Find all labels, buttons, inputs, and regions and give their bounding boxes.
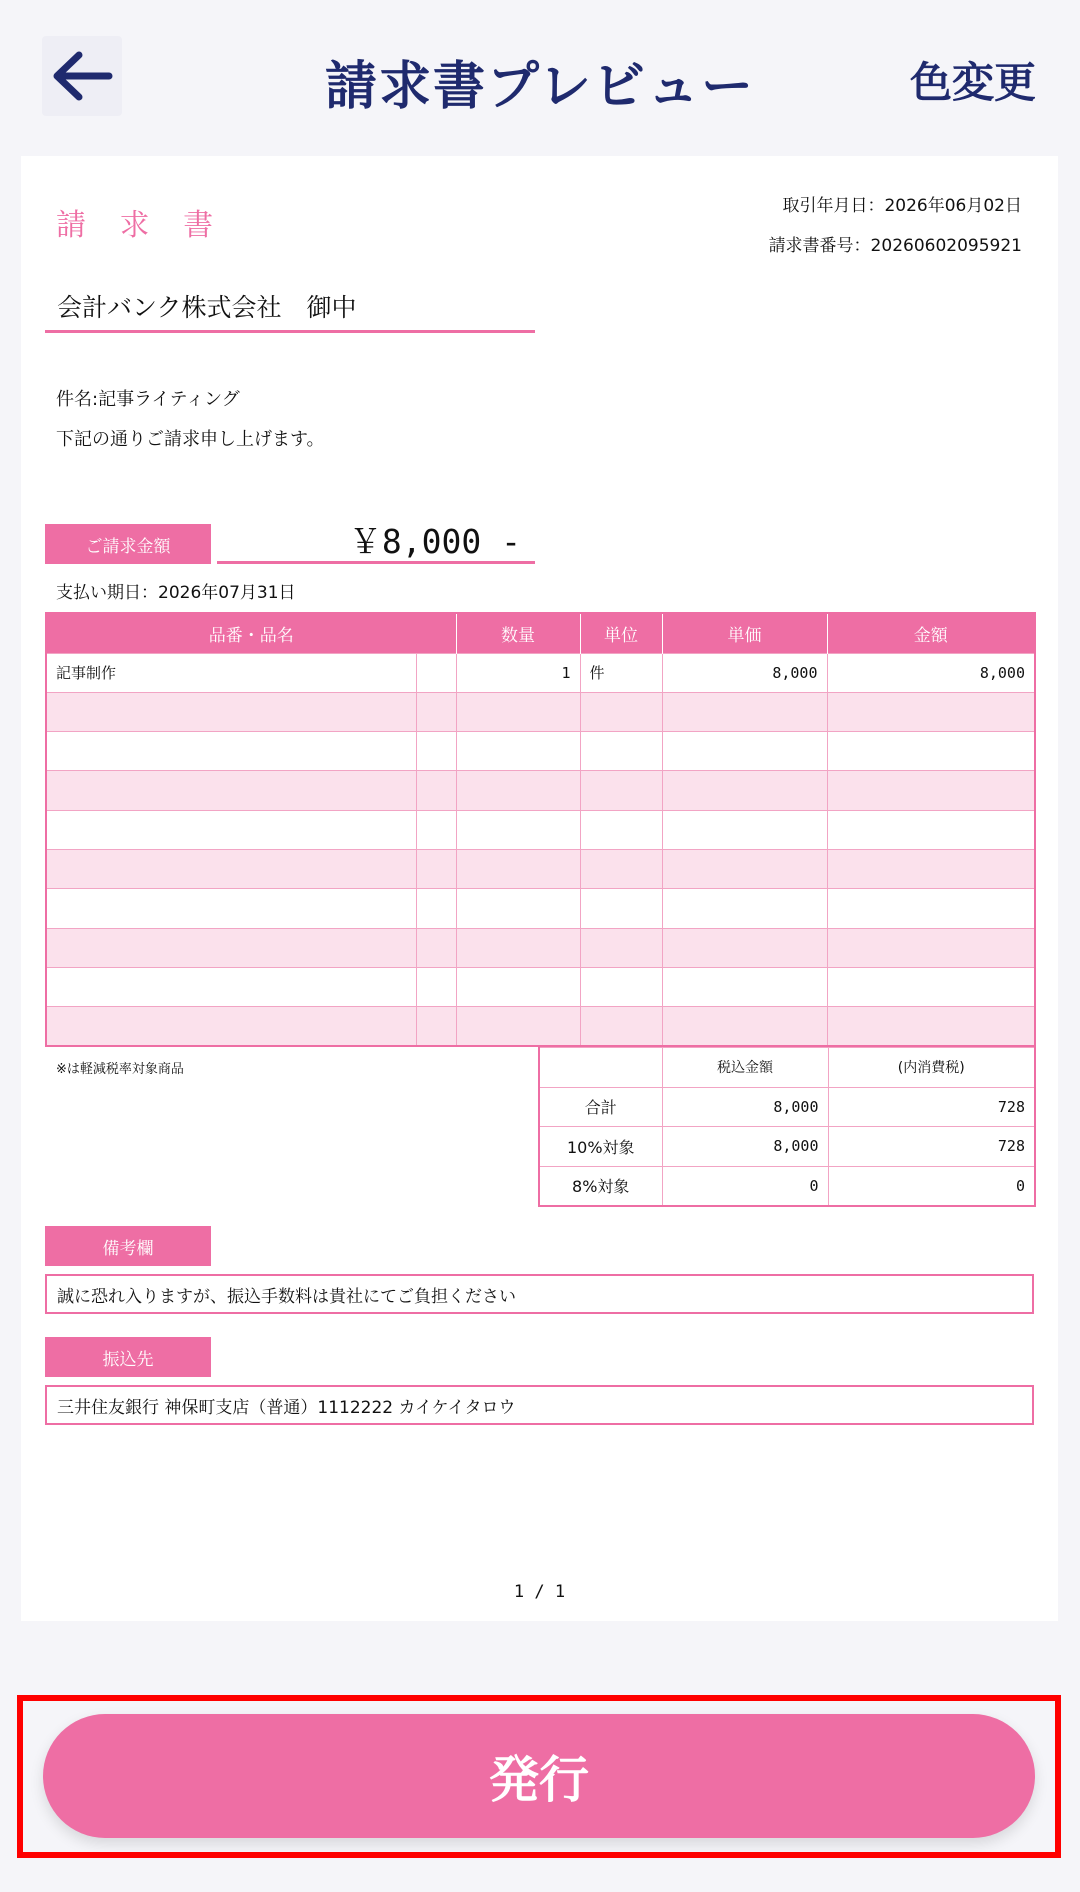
table-row (46, 928, 1035, 967)
item-name-cell (46, 771, 416, 810)
tax-header-incl: 税込金額 (662, 1048, 828, 1088)
item-mark-cell (416, 889, 456, 928)
table-row (46, 849, 1035, 888)
item-qty-cell (456, 967, 580, 1006)
item-name-cell (46, 967, 416, 1006)
tax-row-label: 合計 (539, 1087, 662, 1127)
item-mark-cell (416, 967, 456, 1006)
item-price-cell (662, 889, 827, 928)
table-row (46, 889, 1035, 928)
items-header-row (46, 613, 1035, 653)
table-row (46, 653, 1035, 692)
item-price-cell (662, 849, 827, 888)
due-date: 支払い期日：2026年07月31日 (56, 583, 296, 603)
tax-row-tax: 728 (828, 1127, 1035, 1167)
amount-value: ￥8,000 - (217, 516, 535, 564)
amount-label: ご請求金額 (45, 524, 211, 564)
issue-button-highlight (17, 1695, 1061, 1858)
column-header: 単価 (662, 613, 827, 653)
table-row (46, 732, 1035, 771)
page-title: 請求書プレビュー (325, 57, 755, 117)
item-mark-cell (416, 732, 456, 771)
item-qty-cell: 1 (456, 653, 580, 692)
column-header: 単位 (580, 613, 662, 653)
item-unit-cell (580, 967, 662, 1006)
item-qty-cell (456, 771, 580, 810)
item-mark-cell (416, 692, 456, 731)
item-name-cell (46, 692, 416, 731)
table-row (46, 967, 1035, 1006)
remarks-label: 備考欄 (45, 1226, 211, 1266)
item-name-cell (46, 889, 416, 928)
items-table (45, 612, 1036, 1047)
item-mark-cell (416, 849, 456, 888)
item-mark-cell (416, 928, 456, 967)
subject-line: 件名:記事ライティング (56, 389, 240, 410)
transaction-date: 取引年月日：2026年06月02日 (782, 196, 1022, 216)
item-amount-cell (827, 889, 1035, 928)
item-mark-cell (416, 810, 456, 849)
client-name: 会計バンク株式会社 御中 (45, 288, 535, 333)
invoice-number: 請求書番号：20260602095921 (768, 236, 1022, 256)
item-name-cell (46, 928, 416, 967)
item-price-cell (662, 732, 827, 771)
greeting-line: 下記の通りご請求申し上げます。 (56, 429, 325, 450)
item-unit-cell (580, 732, 662, 771)
item-amount-cell (827, 771, 1035, 810)
table-row (46, 771, 1035, 810)
reduced-tax-note: ※は軽減税率対象商品 (56, 1062, 184, 1077)
item-qty-cell (456, 889, 580, 928)
item-unit-cell (580, 928, 662, 967)
item-price-cell: 8,000 (662, 653, 827, 692)
item-price-cell (662, 810, 827, 849)
item-amount-cell (827, 810, 1035, 849)
table-row (46, 1007, 1035, 1046)
item-qty-cell (456, 692, 580, 731)
item-amount-cell (827, 928, 1035, 967)
subject-block (56, 380, 325, 460)
item-name-cell (46, 849, 416, 888)
tax-header-tax: (内消費税) (828, 1048, 1035, 1088)
item-amount-cell (827, 849, 1035, 888)
issue-button[interactable]: 発行 (43, 1714, 1035, 1838)
item-amount-cell (827, 1007, 1035, 1046)
item-mark-cell (416, 653, 456, 692)
item-price-cell (662, 928, 827, 967)
item-qty-cell (456, 849, 580, 888)
tax-row-incl: 0 (662, 1166, 828, 1206)
item-unit-cell: 件 (580, 653, 662, 692)
column-header: 数量 (456, 613, 580, 653)
item-price-cell (662, 1007, 827, 1046)
document-title: 請 求 書 (56, 208, 226, 243)
item-qty-cell (456, 928, 580, 967)
item-unit-cell (580, 692, 662, 731)
item-unit-cell (580, 771, 662, 810)
item-price-cell (662, 967, 827, 1006)
item-unit-cell (580, 1007, 662, 1046)
page-indicator: 1 / 1 (513, 1582, 566, 1602)
bank-label: 振込先 (45, 1337, 211, 1377)
item-unit-cell (580, 889, 662, 928)
item-name-cell: 記事制作 (46, 653, 416, 692)
tax-row (539, 1127, 1035, 1167)
item-mark-cell (416, 1007, 456, 1046)
item-price-cell (662, 771, 827, 810)
bank-box: 三井住友銀行 神保町支店（普通）1112222 カイケイタロウ (45, 1385, 1034, 1425)
column-header: 金額 (827, 613, 1035, 653)
color-change-button[interactable]: 色変更 (909, 58, 1036, 107)
item-name-cell (46, 810, 416, 849)
tax-header-blank (539, 1048, 662, 1088)
item-amount-cell (827, 692, 1035, 731)
tax-row (539, 1166, 1035, 1206)
tax-row-label: 8%対象 (539, 1166, 662, 1206)
tax-row-tax: 728 (828, 1087, 1035, 1127)
table-row (46, 810, 1035, 849)
item-name-cell (46, 1007, 416, 1046)
tax-row-tax: 0 (828, 1166, 1035, 1206)
invoice-preview (21, 156, 1058, 1621)
tax-header-row (539, 1048, 1035, 1088)
tax-row-incl: 8,000 (662, 1087, 828, 1127)
item-name-cell (46, 732, 416, 771)
item-qty-cell (456, 810, 580, 849)
item-mark-cell (416, 771, 456, 810)
item-amount-cell (827, 732, 1035, 771)
item-amount-cell (827, 967, 1035, 1006)
remarks-box: 誠に恐れ入りますが、振込手数料は貴社にてご負担ください (45, 1274, 1034, 1314)
table-row (46, 692, 1035, 731)
tax-summary-table (538, 1047, 1036, 1207)
tax-row-incl: 8,000 (662, 1127, 828, 1167)
item-unit-cell (580, 810, 662, 849)
tax-row (539, 1087, 1035, 1127)
tax-row-label: 10%対象 (539, 1127, 662, 1167)
item-price-cell (662, 692, 827, 731)
column-header: 品番・品名 (46, 613, 456, 653)
item-qty-cell (456, 732, 580, 771)
item-qty-cell (456, 1007, 580, 1046)
item-amount-cell: 8,000 (827, 653, 1035, 692)
app-header (0, 0, 1080, 150)
invoice-meta (769, 186, 1022, 266)
item-unit-cell (580, 849, 662, 888)
